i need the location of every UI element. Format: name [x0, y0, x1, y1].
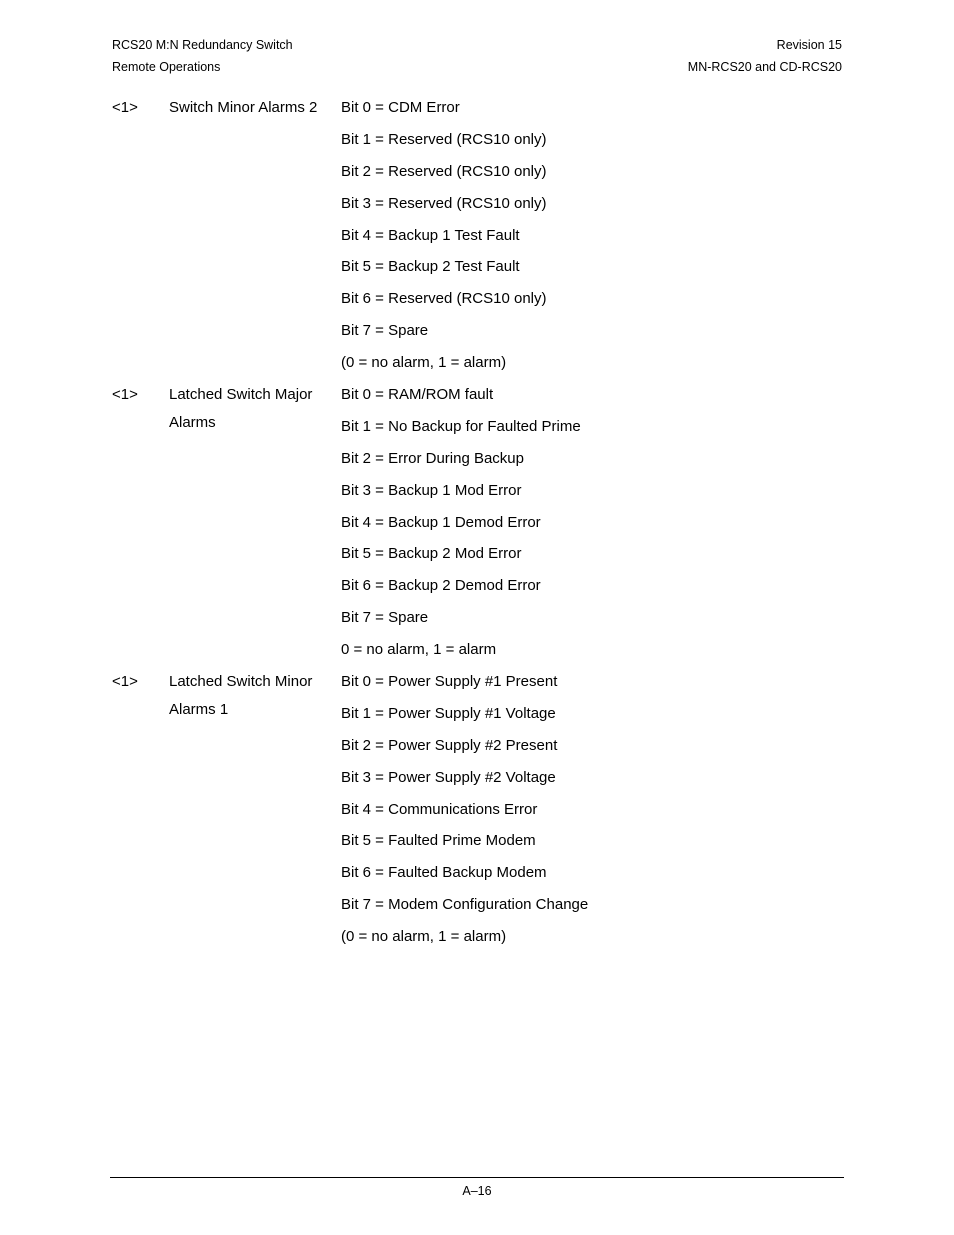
page-number: A–16: [462, 1184, 492, 1198]
entry-bit-list: [341, 97, 842, 384]
alarm-entries: [112, 97, 842, 958]
header-section: Remote Operations: [112, 60, 221, 74]
header-doc-number: MN-RCS20 and CD-RCS20: [687, 60, 842, 74]
bit-line: Bit 1 = Power Supply #1 Voltage: [341, 704, 556, 722]
header-title: RCS20 M:N Redundancy Switch: [112, 38, 293, 52]
bit-line: Bit 7 = Modem Configuration Change: [341, 896, 589, 914]
bit-line: Bit 1 = Reserved (RCS10 only): [341, 130, 547, 148]
alarm-entry: [112, 671, 842, 958]
bit-line: Bit 3 = Power Supply #2 Voltage: [341, 768, 556, 786]
bit-line: Bit 4 = Backup 1 Demod Error: [341, 513, 541, 531]
bit-line: Bit 0 = CDM Error: [341, 99, 460, 116]
bit-line: Bit 7 = Spare: [341, 609, 429, 627]
entry-size: <1>: [112, 673, 138, 691]
bit-line: Bit 3 = Reserved (RCS10 only): [341, 194, 547, 212]
entry-size: <1>: [112, 99, 138, 116]
entry-name: Latched Switch Minor Alarms 1: [169, 673, 313, 719]
bit-line: Bit 2 = Error During Backup: [341, 449, 524, 467]
bit-line: Bit 2 = Power Supply #2 Present: [341, 736, 558, 754]
bit-line: Bit 4 = Backup 1 Test Fault: [341, 226, 520, 244]
bit-line: Bit 0 = Power Supply #1 Present: [341, 673, 558, 691]
footer-divider: [110, 1177, 844, 1178]
alarm-entry: [112, 384, 842, 671]
bit-line: Bit 0 = RAM/ROM fault: [341, 386, 494, 404]
bit-line: Bit 4 = Communications Error: [341, 800, 538, 818]
entry-bit-list: [341, 384, 842, 671]
bit-line: Bit 5 = Faulted Prime Modem: [341, 832, 536, 850]
bit-line: Bit 5 = Backup 2 Test Fault: [341, 258, 520, 276]
entry-name: Switch Minor Alarms 2: [169, 99, 318, 116]
bit-line: Bit 7 = Spare: [341, 322, 429, 340]
alarm-entry: [112, 97, 842, 384]
bit-line: Bit 6 = Reserved (RCS10 only): [341, 290, 547, 308]
header-revision: Revision 15: [776, 38, 842, 52]
entry-size: <1>: [112, 386, 138, 404]
bit-line: Bit 6 = Faulted Backup Modem: [341, 864, 547, 882]
bit-line: Bit 5 = Backup 2 Mod Error: [341, 545, 522, 563]
entry-bit-list: [341, 671, 842, 958]
bit-legend: (0 = no alarm, 1 = alarm): [341, 354, 507, 372]
bit-line: Bit 2 = Reserved (RCS10 only): [341, 162, 547, 180]
bit-legend: (0 = no alarm, 1 = alarm): [341, 928, 507, 946]
bit-line: Bit 1 = No Backup for Faulted Prime: [341, 417, 581, 435]
bit-legend: 0 = no alarm, 1 = alarm: [341, 641, 497, 659]
entry-name: Latched Switch Major Alarms: [169, 386, 313, 432]
bit-line: Bit 6 = Backup 2 Demod Error: [341, 577, 541, 595]
bit-line: Bit 3 = Backup 1 Mod Error: [341, 481, 522, 499]
